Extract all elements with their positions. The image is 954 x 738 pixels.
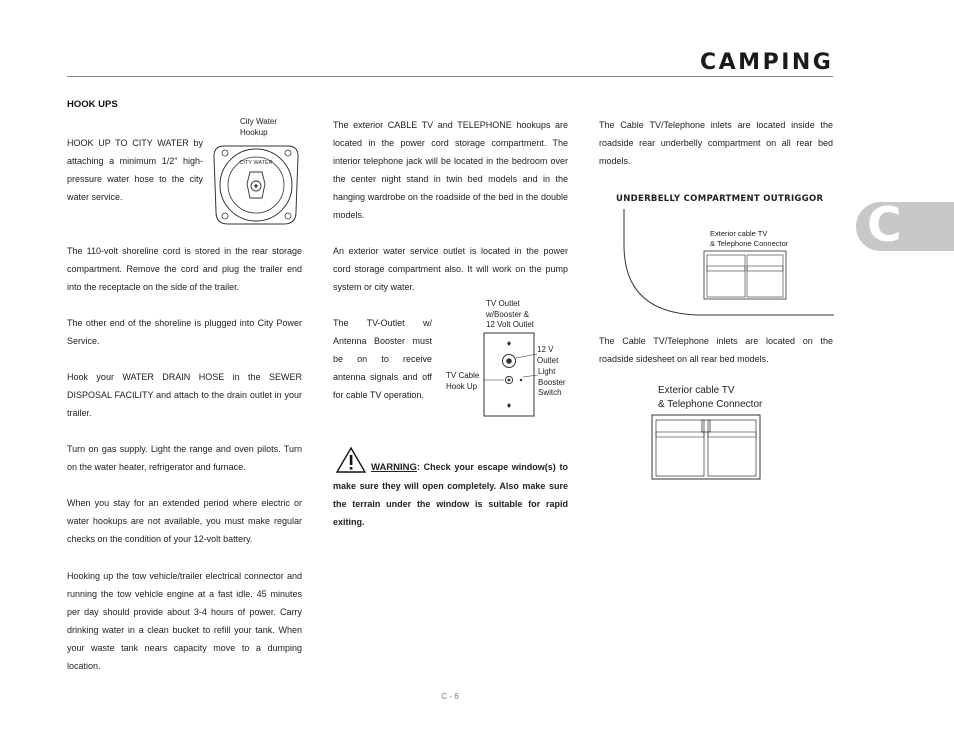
- paragraph: Hooking up the tow vehicle/trailer electrical connector and running the tow vehicle engine at a fast idle. 45 minutes per day should provide about 3-4 hours of power. Carry drinking water in a clean bucket to refill your tank. When your waste tank nears capacity move to a dumping location.: [67, 571, 302, 671]
- section-heading: HOOK UPS: [67, 99, 118, 110]
- tv-outlet-label: TV Outlet w/Booster & 12 Volt Outlet: [486, 299, 535, 329]
- underbelly-caption: UNDERBELLY COMPARTMENT OUTRIGGOR: [616, 194, 824, 204]
- paragraph: The Cable TV/Telephone inlets are located inside the roadside rear underbelly compartment on all rear bed models.: [599, 120, 833, 166]
- tv-outlet-diagram: [480, 330, 560, 420]
- paragraph: When you stay for an extended period where electric or water hookups are not available, you must make regular checks on the condition of your 12-volt battery.: [67, 498, 302, 544]
- paragraph: The 110-volt shoreline cord is stored in the rear storage compartment. Remove the cord and plug the trailer end into the receptacle on the side of the trailer.: [67, 246, 302, 292]
- page-title: CAMPING: [700, 50, 834, 75]
- paragraph: The TV-Outlet w/ Antenna Booster must be on to receive antenna signals and off for cable TV operation.: [333, 318, 432, 400]
- city-water-valve-diagram: [210, 140, 302, 230]
- valve-label: CITY WATER: [239, 160, 273, 166]
- paragraph: Turn on gas supply. Light the range and oven pilots. Turn on the water heater, refrigerator and furnace.: [67, 444, 302, 472]
- header-rule: [67, 76, 833, 77]
- paragraph: Hook your WATER DRAIN HOSE in the SEWER DISPOSAL FACILITY and attach to the drain outlet in your trailer.: [67, 372, 302, 418]
- underbelly-connector-label: Exterior cable TV & Telephone Connector: [710, 229, 789, 248]
- 12v-outlet-label: 12 V Outlet: [537, 345, 559, 365]
- tv-cable-label: TV Cable Hook Up: [446, 371, 480, 391]
- sidesheet-connector-diagram: [650, 413, 762, 483]
- paragraph: HOOK UP TO CITY WATER by attaching a minimum 1/2" high-pressure water hose to the city water service.: [67, 138, 203, 202]
- booster-switch-label: Light Booster Switch: [538, 367, 566, 397]
- section-tab: [856, 198, 954, 253]
- warning-text: : Check your escape window(s) to make sure they will open completely. Also make sure the terrain under the window is suitable for rapid exiting.: [333, 462, 568, 527]
- sidesheet-connector-label: Exterior cable TV & Telephone Connector: [658, 385, 763, 410]
- paragraph: An exterior water service outlet is located in the power cord storage compartment also. It will work on the pump system or city water.: [333, 246, 568, 292]
- section-tab-letter: C: [867, 198, 902, 253]
- paragraph: The Cable TV/Telephone inlets are located on the roadside sidesheet on all rear bed models.: [599, 336, 833, 364]
- paragraph: The exterior CABLE TV and TELEPHONE hookups are located in the power cord storage compartment. The interior telephone jack will be located in the bedroom over the center night stand in twin bed models and in the hanging wardrobe on the roadside of the bed in the double models.: [333, 120, 568, 220]
- warning-word: WARNING: [371, 462, 417, 473]
- page-number: C - 6: [441, 692, 459, 701]
- paragraph: The other end of the shoreline is plugged into City Power Service.: [67, 318, 302, 346]
- underbelly-compartment-diagram: [618, 205, 838, 320]
- city-water-caption: City Water Hookup: [240, 117, 278, 137]
- warning-block: [333, 458, 568, 531]
